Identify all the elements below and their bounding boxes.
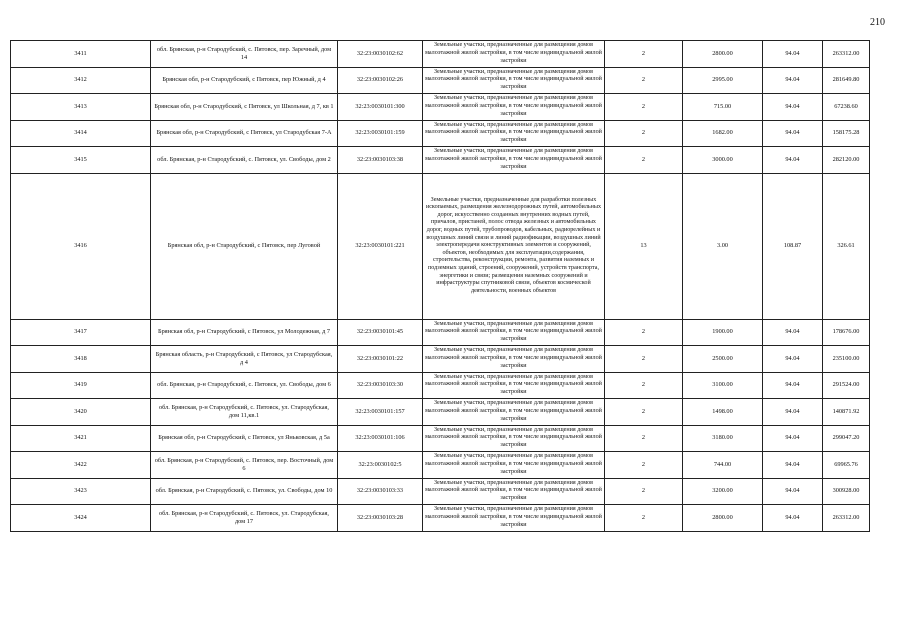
cell-cadastral-value: 282120.00 bbox=[823, 147, 870, 174]
table-row bbox=[11, 425, 870, 452]
cell-area: 744.00 bbox=[683, 452, 763, 479]
cell-land-use: Земельные участки, предназначенные для размещения домов малоэтажной жилой застройки, в том числе индивидуальной жилой застройки bbox=[423, 452, 605, 479]
cell-row-number: 3411 bbox=[11, 41, 151, 68]
cell-row-number: 3419 bbox=[11, 372, 151, 399]
cell-address: обл. Брянская, р-н Стародубский, с. Пятовск, пер. Восточный, дом 6 bbox=[151, 452, 338, 479]
table-row bbox=[11, 399, 870, 426]
cell-cadastral-number: 32:23:0030103:33 bbox=[338, 478, 423, 505]
cell-land-use: Земельные участки, предназначенные для размещения домов малоэтажной жилой застройки, в том числе индивидуальной жилой застройки bbox=[423, 147, 605, 174]
cell-group-code: 2 bbox=[605, 147, 683, 174]
cell-cadastral-number: 32:23:0030101:157 bbox=[338, 399, 423, 426]
cell-row-number: 3413 bbox=[11, 94, 151, 121]
cell-group-code: 2 bbox=[605, 478, 683, 505]
cell-group-code: 2 bbox=[605, 346, 683, 373]
cell-address: Брянская обл, р-н Стародубский, с Пятовск, ул Школьная, д 7, кв 1 bbox=[151, 94, 338, 121]
cell-specific-value: 94.04 bbox=[763, 399, 823, 426]
cell-specific-value: 94.04 bbox=[763, 41, 823, 68]
table-row bbox=[11, 372, 870, 399]
cell-row-number: 3415 bbox=[11, 147, 151, 174]
cell-cadastral-number: 32:23:0030103:30 bbox=[338, 372, 423, 399]
cell-cadastral-number: 32:23:0030101:221 bbox=[338, 173, 423, 319]
cell-specific-value: 94.04 bbox=[763, 505, 823, 532]
cell-area: 3100.00 bbox=[683, 372, 763, 399]
cell-land-use: Земельные участки, предназначенные для размещения домов малоэтажной жилой застройки, в том числе индивидуальной жилой застройки bbox=[423, 372, 605, 399]
cell-area: 715.00 bbox=[683, 94, 763, 121]
cell-cadastral-value: 178676.00 bbox=[823, 319, 870, 346]
cell-cadastral-number: 32:23:0030102:5 bbox=[338, 452, 423, 479]
cell-group-code: 2 bbox=[605, 505, 683, 532]
cell-land-use: Земельные участки, предназначенные для размещения домов малоэтажной жилой застройки, в том числе индивидуальной жилой застройки bbox=[423, 399, 605, 426]
cell-cadastral-value: 263312.00 bbox=[823, 505, 870, 532]
cell-group-code: 2 bbox=[605, 372, 683, 399]
cell-area: 3200.00 bbox=[683, 478, 763, 505]
cell-cadastral-value: 235100.00 bbox=[823, 346, 870, 373]
cell-cadastral-value: 67238.60 bbox=[823, 94, 870, 121]
cell-cadastral-value: 300928.00 bbox=[823, 478, 870, 505]
cell-row-number: 3417 bbox=[11, 319, 151, 346]
cell-land-use: Земельные участки, предназначенные для размещения домов малоэтажной жилой застройки, в том числе индивидуальной жилой застройки bbox=[423, 94, 605, 121]
cell-land-use: Земельные участки, предназначенные для размещения домов малоэтажной жилой застройки, в том числе индивидуальной жилой застройки bbox=[423, 505, 605, 532]
cell-cadastral-number: 32:23:0030102:62 bbox=[338, 41, 423, 68]
cell-address: Брянская обл, р-н Стародубский, с Пятовск, пер Луговой bbox=[151, 173, 338, 319]
cell-cadastral-value: 281649.80 bbox=[823, 67, 870, 94]
table-row bbox=[11, 120, 870, 147]
cell-cadastral-number: 32:23:0030101:22 bbox=[338, 346, 423, 373]
cell-address: Брянская обл, р-н Стародубский, с Пятовск, ул Молодежная, д 7 bbox=[151, 319, 338, 346]
cell-address: Брянская обл, р-н Стародубский, с Пятовск, пер Южный, д 4 bbox=[151, 67, 338, 94]
cell-specific-value: 94.04 bbox=[763, 120, 823, 147]
cell-address: обл. Брянская, р-н Стародубский, с. Пятовск, ул. Свободы, дом 6 bbox=[151, 372, 338, 399]
cell-area: 1900.00 bbox=[683, 319, 763, 346]
cell-address: обл. Брянская, р-н Стародубский, с. Пятовск, ул. Свободы, дом 2 bbox=[151, 147, 338, 174]
cell-land-use: Земельные участки, предназначенные для размещения домов малоэтажной жилой застройки, в том числе индивидуальной жилой застройки bbox=[423, 478, 605, 505]
table-row bbox=[11, 147, 870, 174]
cell-row-number: 3421 bbox=[11, 425, 151, 452]
cell-cadastral-value: 326.61 bbox=[823, 173, 870, 319]
cell-cadastral-value: 299047.20 bbox=[823, 425, 870, 452]
cell-group-code: 2 bbox=[605, 120, 683, 147]
table-row bbox=[11, 346, 870, 373]
cell-group-code: 13 bbox=[605, 173, 683, 319]
cell-land-use: Земельные участки, предназначенные для размещения домов малоэтажной жилой застройки, в том числе индивидуальной жилой застройки bbox=[423, 425, 605, 452]
cell-cadastral-value: 263312.00 bbox=[823, 41, 870, 68]
cell-area: 2500.00 bbox=[683, 346, 763, 373]
cell-specific-value: 94.04 bbox=[763, 372, 823, 399]
cell-row-number: 3418 bbox=[11, 346, 151, 373]
cell-area: 3180.00 bbox=[683, 425, 763, 452]
cell-row-number: 3412 bbox=[11, 67, 151, 94]
cell-row-number: 3420 bbox=[11, 399, 151, 426]
cell-group-code: 2 bbox=[605, 452, 683, 479]
cell-address: Брянская обл, р-н Стародубский, с Пятовск, ул Стародубская 7-А bbox=[151, 120, 338, 147]
table-row bbox=[11, 41, 870, 68]
cell-cadastral-number: 32:23:0030101:159 bbox=[338, 120, 423, 147]
cell-group-code: 2 bbox=[605, 399, 683, 426]
cell-specific-value: 94.04 bbox=[763, 452, 823, 479]
cell-land-use: Земельные участки, предназначенные для размещения домов малоэтажной жилой застройки, в том числе индивидуальной жилой застройки bbox=[423, 319, 605, 346]
cadastral-value-table bbox=[10, 40, 870, 532]
cell-area: 3.00 bbox=[683, 173, 763, 319]
table-row bbox=[11, 478, 870, 505]
table-row bbox=[11, 319, 870, 346]
cell-cadastral-number: 32:23:0030103:38 bbox=[338, 147, 423, 174]
cell-cadastral-value: 140871.92 bbox=[823, 399, 870, 426]
table-body bbox=[11, 41, 870, 532]
cell-specific-value: 94.04 bbox=[763, 67, 823, 94]
cell-row-number: 3423 bbox=[11, 478, 151, 505]
cell-area: 2995.00 bbox=[683, 67, 763, 94]
cell-land-use: Земельные участки, предназначенные для размещения домов малоэтажной жилой застройки, в том числе индивидуальной жилой застройки bbox=[423, 346, 605, 373]
cell-cadastral-value: 69965.76 bbox=[823, 452, 870, 479]
cell-address: обл. Брянская, р-н Стародубский, с. Пятовск, ул. Стародубская, дом 11,кв.1 bbox=[151, 399, 338, 426]
cell-cadastral-number: 32:23:0030102:26 bbox=[338, 67, 423, 94]
cell-cadastral-number: 32:23:0030101:45 bbox=[338, 319, 423, 346]
cell-row-number: 3414 bbox=[11, 120, 151, 147]
cell-address: обл. Брянская, р-н Стародубский, с. Пятовск, пер. Заречный, дом 14 bbox=[151, 41, 338, 68]
table-row bbox=[11, 94, 870, 121]
cell-area: 1682.00 bbox=[683, 120, 763, 147]
cell-group-code: 2 bbox=[605, 94, 683, 121]
cell-group-code: 2 bbox=[605, 41, 683, 68]
cell-address: Брянская область, р-н Стародубский, с Пятовск, ул Стародубская, д 4 bbox=[151, 346, 338, 373]
cell-cadastral-number: 32:23:0030101:106 bbox=[338, 425, 423, 452]
cell-area: 1498.00 bbox=[683, 399, 763, 426]
cell-land-use: Земельные участки, предназначенные для размещения домов малоэтажной жилой застройки, в том числе индивидуальной жилой застройки bbox=[423, 67, 605, 94]
cell-land-use: Земельные участки, предназначенные для размещения домов малоэтажной жилой застройки, в том числе индивидуальной жилой застройки bbox=[423, 120, 605, 147]
table-row bbox=[11, 452, 870, 479]
cell-specific-value: 94.04 bbox=[763, 94, 823, 121]
cell-specific-value: 94.04 bbox=[763, 425, 823, 452]
cell-specific-value: 108.87 bbox=[763, 173, 823, 319]
cell-address: Брянская обл, р-н Стародубский, с Пятовск, ул Яньковская, д 5а bbox=[151, 425, 338, 452]
cell-group-code: 2 bbox=[605, 425, 683, 452]
cell-specific-value: 94.04 bbox=[763, 346, 823, 373]
cell-area: 2800.00 bbox=[683, 505, 763, 532]
table-row bbox=[11, 67, 870, 94]
cell-group-code: 2 bbox=[605, 319, 683, 346]
cell-address: обл. Брянская, р-н Стародубский, с. Пятовск, ул. Стародубская, дом 17 bbox=[151, 505, 338, 532]
cell-specific-value: 94.04 bbox=[763, 147, 823, 174]
table-row bbox=[11, 505, 870, 532]
cell-area: 2800.00 bbox=[683, 41, 763, 68]
cell-land-use: Земельные участки, предназначенные для разработки полезных ископаемых, размещения железнодорожных путей, автомобильных дорог, искусственно созданных внутренних водных путей, причалов, пристаней, полос отвода железных и автомобильных дорог, водных путей, трубопроводов, кабельных, радиорелейных и воздушных линий связи и линий радиофикации, воздушных линий электропередачи конструктивных элементов и сооружений, объектов, необходимых для эксплуатации,содержания, строительства, реконструкции, ремонта, развития наземных и подземных зданий, строений, сооружений, устройств транспорта, энергетики и связи; размещения наземных сооружений и инфраструктуры спутниковой связи, объектов космической деятельности, военных объектов bbox=[423, 173, 605, 319]
cell-row-number: 3422 bbox=[11, 452, 151, 479]
cell-cadastral-number: 32:23:0030103:28 bbox=[338, 505, 423, 532]
cell-land-use: Земельные участки, предназначенные для размещения домов малоэтажной жилой застройки, в том числе индивидуальной жилой застройки bbox=[423, 41, 605, 68]
cell-group-code: 2 bbox=[605, 67, 683, 94]
cell-cadastral-value: 158175.28 bbox=[823, 120, 870, 147]
cell-address: обл. Брянская, р-н Стародубский, с. Пятовск, ул. Свободы, дом 10 bbox=[151, 478, 338, 505]
cell-specific-value: 94.04 bbox=[763, 319, 823, 346]
cell-area: 3000.00 bbox=[683, 147, 763, 174]
cell-specific-value: 94.04 bbox=[763, 478, 823, 505]
page-number: 210 bbox=[870, 17, 885, 28]
table-row bbox=[11, 173, 870, 319]
cell-cadastral-value: 291524.00 bbox=[823, 372, 870, 399]
cell-row-number: 3424 bbox=[11, 505, 151, 532]
cell-cadastral-number: 32:23:0030101:300 bbox=[338, 94, 423, 121]
cell-row-number: 3416 bbox=[11, 173, 151, 319]
